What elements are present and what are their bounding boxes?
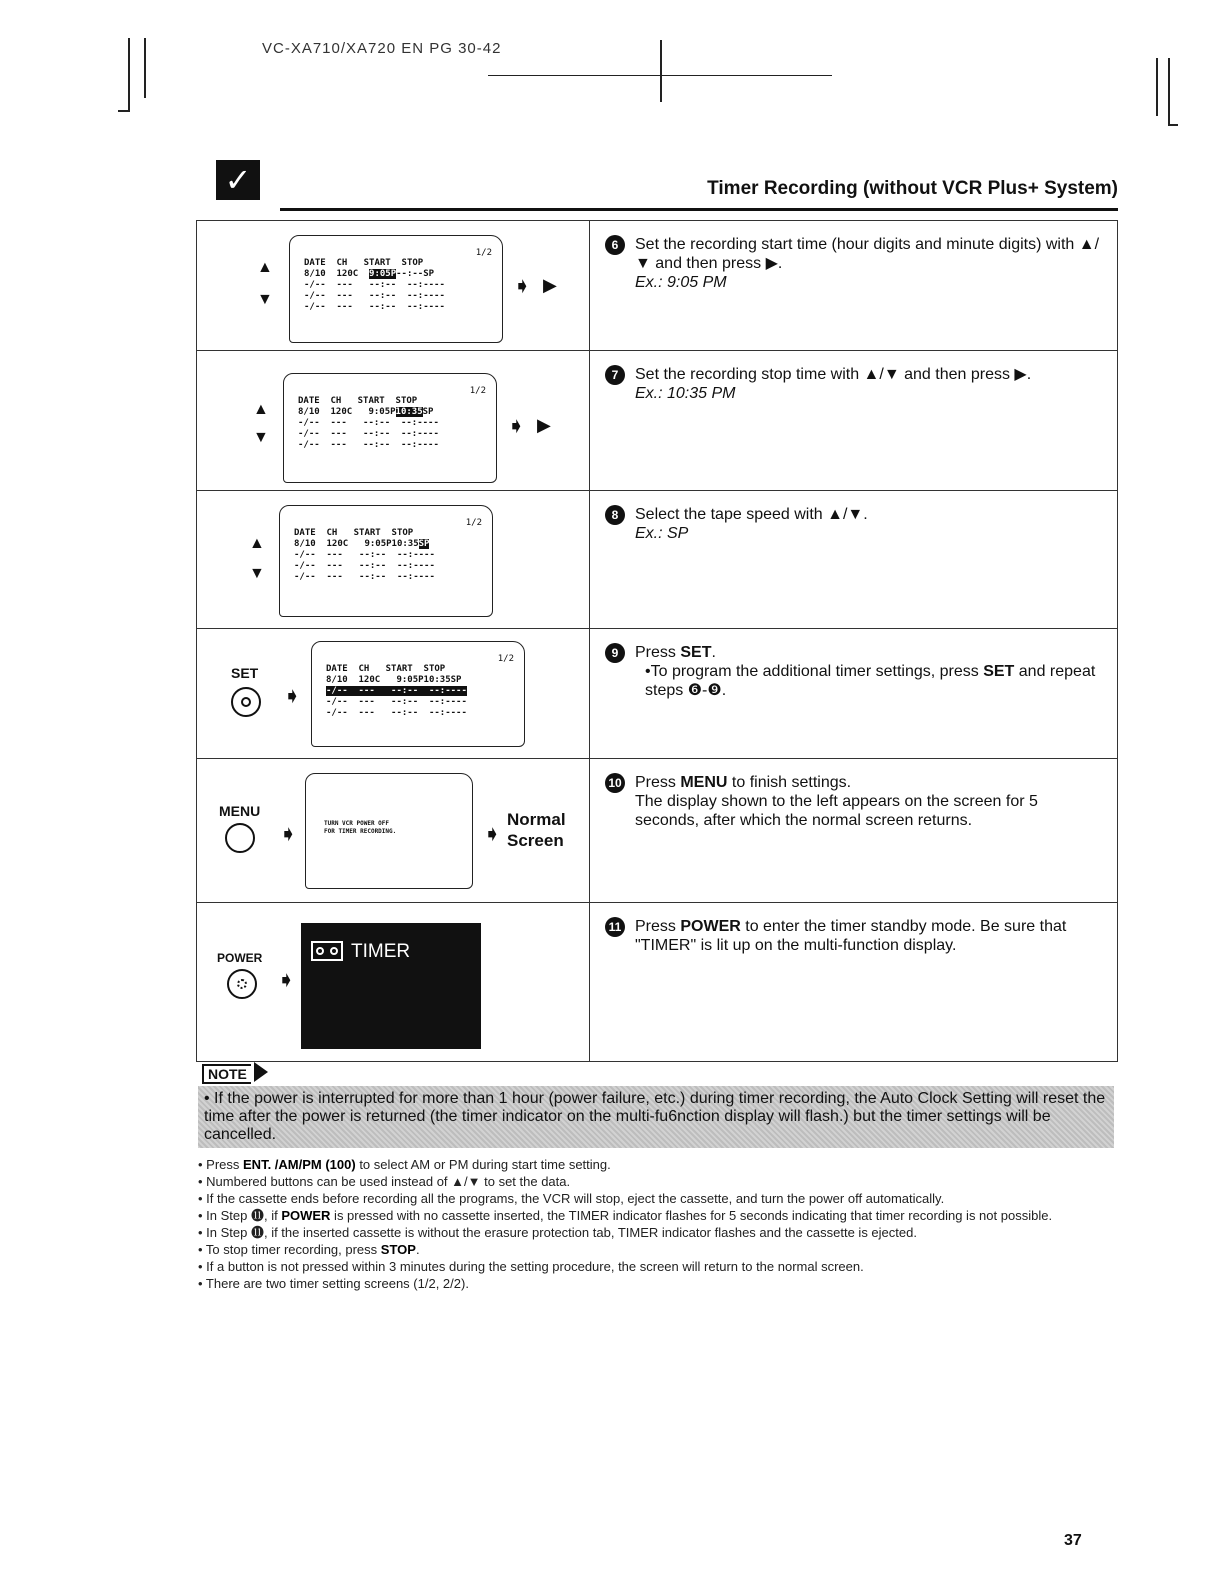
crop-mark — [128, 38, 130, 112]
screen-lines — [326, 664, 467, 719]
step-sub-instruction: The display shown to the left appears on the screen for 5 seconds, after which the normal screen returns. — [635, 793, 1038, 829]
step-row-9 — [197, 629, 1117, 759]
step-instruction: Press SET. — [635, 644, 716, 661]
screen-entry-line: 8/10 120C 9:05P10:35SP — [298, 407, 434, 417]
crop-mark — [660, 40, 662, 102]
step-description — [589, 759, 1117, 902]
note-arrow-icon — [254, 1062, 268, 1082]
step-instruction: Select the tape speed with ▲/▼. — [635, 506, 868, 523]
power-button[interactable] — [227, 969, 257, 999]
note-item: • There are two timer setting screens (1/2, 2/2). — [198, 1276, 469, 1291]
step-example: Ex.: 10:35 PM — [635, 385, 736, 402]
step-illustration — [197, 491, 590, 628]
checkmark-icon: ✓ — [216, 160, 260, 200]
normal-screen-label: Normal Screen — [507, 810, 566, 850]
screen-empty-line: -/-- --- --:-- --:---- — [326, 697, 467, 707]
play-icon: ▶ — [537, 415, 551, 435]
set-button[interactable] — [231, 687, 261, 717]
crop-mark — [488, 75, 832, 76]
step-row-6 — [197, 221, 1117, 351]
note-item: • Press ENT. /AM/PM (100) to select AM or PM during start time setting. — [198, 1157, 611, 1172]
title-rule — [280, 208, 1118, 211]
tv-screen — [279, 505, 493, 617]
step-illustration — [197, 629, 590, 758]
screen-empty-line: -/-- --- --:-- --:---- — [298, 418, 439, 428]
step-instruction: Press MENU to finish settings. — [635, 774, 852, 791]
step-illustration — [197, 221, 590, 350]
step-illustration — [197, 759, 590, 902]
set-button-label: SET — [231, 665, 259, 681]
multi-function-display — [301, 923, 481, 1049]
tv-screen — [311, 641, 525, 747]
step-number: 6 — [605, 235, 625, 255]
screen-lines — [294, 528, 435, 583]
button-dot-icon — [241, 697, 251, 707]
pointer-arrow-icon: ➧ — [279, 821, 298, 846]
screen-empty-line: -/-- --- --:-- --:---- — [298, 440, 439, 450]
crop-mark — [1168, 58, 1170, 126]
pointer-arrow-icon: ➧ — [513, 273, 532, 298]
steps-table — [196, 220, 1118, 1062]
page-number: 37 — [1064, 1532, 1082, 1549]
cassette-icon — [311, 941, 343, 961]
screen-entry-line: 8/10 120C 9:05P10:35SP — [326, 675, 462, 685]
tv-screen — [305, 773, 473, 889]
step-number: 11 — [605, 917, 625, 937]
screen-entry-line: 8/10 120C 9:05P10:35SP — [294, 539, 430, 549]
step-row-7 — [197, 351, 1117, 491]
screen-header-line: DATE CH START STOP — [304, 258, 424, 268]
screen-empty-line: -/-- --- --:-- --:---- — [298, 429, 439, 439]
screen-empty-line: -/-- --- --:-- --:---- — [304, 302, 445, 312]
highlighted-field: SP — [418, 539, 430, 549]
up-arrow-icon: ▲ — [249, 535, 265, 552]
down-arrow-icon: ▼ — [253, 429, 269, 446]
pointer-arrow-icon: ➧ — [283, 683, 302, 708]
step-example: Ex.: SP — [635, 525, 689, 542]
screen-header-line: DATE CH START STOP — [294, 528, 414, 538]
down-arrow-icon: ▼ — [249, 565, 265, 582]
note-highlight: • If the power is interrupted for more than 1 hour (power failure, etc.) during timer recording, the Auto Clock Setting will reset the time after the power is returned (the timer indicator on the multi-fu6nction display will flash.) but the timer settings will be cancelled. — [198, 1086, 1114, 1148]
screen-empty-line: -/-- --- --:-- --:---- — [294, 550, 435, 560]
screen-page-indicator: 1/2 — [497, 654, 514, 664]
highlighted-field: 9:05P — [369, 269, 397, 279]
highlighted-field: -/-- --- --:-- --:---- — [326, 686, 467, 696]
step-illustration — [197, 903, 590, 1061]
crop-mark — [144, 38, 146, 98]
pointer-arrow-icon: ➧ — [277, 967, 296, 992]
pointer-arrow-icon: ➧ — [483, 821, 502, 846]
menu-button-label: MENU — [219, 803, 261, 819]
note-item: • To stop timer recording, press STOP. — [198, 1242, 420, 1257]
screen-header-line: DATE CH START STOP — [298, 396, 418, 406]
step-instruction: Set the recording stop time with ▲/▼ and then press ▶. — [635, 366, 1032, 383]
screen-lines — [304, 258, 445, 313]
section-title: Timer Recording (without VCR Plus+ System) — [707, 178, 1118, 199]
screen-header-line: DATE CH START STOP — [326, 664, 446, 674]
step-description — [589, 351, 1117, 490]
screen-lines — [298, 396, 439, 451]
power-button-label: POWER — [217, 951, 263, 965]
step-description — [589, 491, 1117, 628]
tv-screen — [289, 235, 503, 343]
pointer-arrow-icon: ➧ — [507, 413, 526, 438]
screen-page-indicator: 1/2 — [469, 386, 486, 396]
note-item: • If the cassette ends before recording all the programs, the VCR will stop, eject the cassette, and turn the power off automatically. — [198, 1191, 945, 1206]
up-arrow-icon: ▲ — [257, 259, 273, 276]
down-arrow-icon: ▼ — [257, 291, 273, 308]
screen-empty-line: -/-- --- --:-- --:---- — [294, 572, 435, 582]
note-item: • If a button is not pressed within 3 minutes during the setting procedure, the screen will return to the normal screen. — [198, 1259, 864, 1274]
crop-mark — [1156, 58, 1158, 116]
step-number: 9 — [605, 643, 625, 663]
power-icon — [237, 979, 247, 989]
tv-screen — [283, 373, 497, 483]
step-row-11 — [197, 903, 1117, 1061]
screen-page-indicator: 1/2 — [475, 248, 492, 258]
note-label: NOTE — [202, 1064, 251, 1084]
screen-empty-line: -/-- --- --:-- --:---- — [304, 280, 445, 290]
step-row-8 — [197, 491, 1117, 629]
step-number: 7 — [605, 365, 625, 385]
note-item: • In Step ⓫, if POWER is pressed with no cassette inserted, the TIMER indicator flashes for 5 seconds indicating that timer recording is not possible. — [198, 1208, 1053, 1223]
screen-page-indicator: 1/2 — [465, 518, 482, 528]
note-item: • In Step ⓫, if the inserted cassette is without the erasure protection tab, TIMER indicator flashes and the cassette is ejected. — [198, 1225, 917, 1240]
document-code: VC-XA710/XA720 EN PG 30-42 — [262, 40, 502, 57]
step-number: 10 — [605, 773, 625, 793]
step-description — [589, 629, 1117, 758]
step-row-10 — [197, 759, 1117, 903]
crop-mark — [118, 110, 130, 112]
screen-empty-line: -/-- --- --:-- --:---- — [326, 708, 467, 718]
step-instruction: Press POWER to enter the timer standby mode. Be sure that "TIMER" is lit up on the multi-function display. — [635, 918, 1067, 954]
step-instruction: Set the recording start time (hour digits and minute digits) with ▲/▼ and then press ▶. — [635, 236, 1100, 272]
menu-button[interactable] — [225, 823, 255, 853]
screen-message: TURN VCR POWER OFF FOR TIMER RECORDING. — [324, 820, 397, 835]
screen-entry-line: 8/10 120C 9:05P--:--SP — [304, 269, 435, 279]
step-sub-instruction: •To program the additional timer settings, press SET and repeat steps ❻-❾. — [645, 663, 1096, 699]
step-example: Ex.: 9:05 PM — [635, 274, 727, 291]
notes-list — [198, 1158, 1102, 1294]
play-icon: ▶ — [543, 275, 557, 295]
step-description — [589, 221, 1117, 350]
step-number: 8 — [605, 505, 625, 525]
crop-mark — [1168, 124, 1178, 126]
highlighted-field: 10:35 — [395, 407, 423, 417]
screen-empty-line: -/-- --- --:-- --:---- — [294, 561, 435, 571]
step-illustration — [197, 351, 590, 490]
up-arrow-icon: ▲ — [253, 401, 269, 418]
step-description — [589, 903, 1117, 1061]
note-item: • Numbered buttons can be used instead of ▲/▼ to set the data. — [198, 1174, 571, 1189]
timer-indicator: TIMER — [351, 941, 411, 962]
screen-empty-line: -/-- --- --:-- --:---- — [304, 291, 445, 301]
